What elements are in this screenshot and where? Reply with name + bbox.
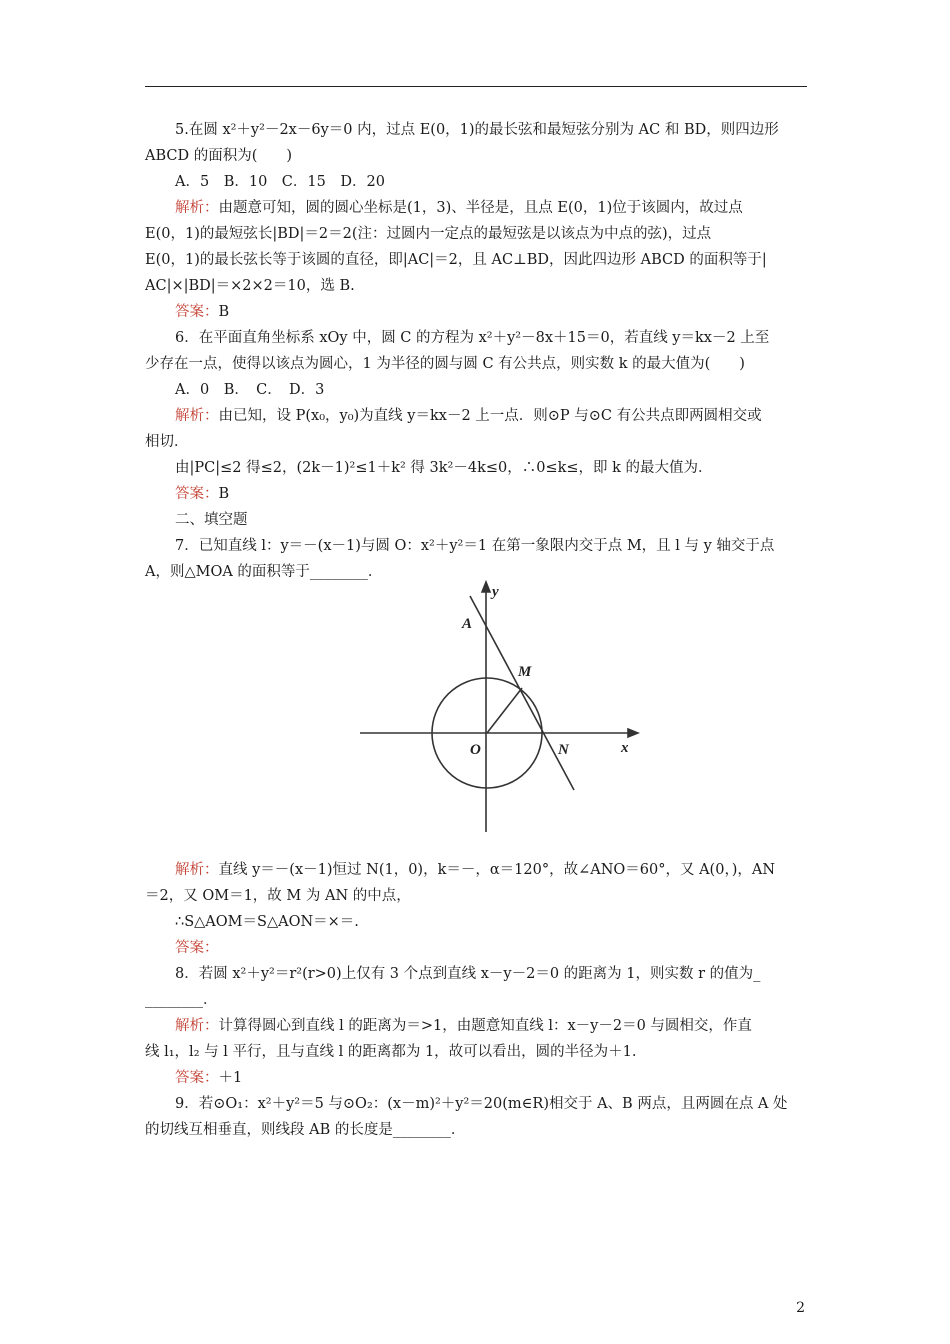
q7-analysis-text1: 直线 y＝－(x－1)恒过 N(1，0)，k＝－，α＝120°，故∠ANO＝60°，又 A(0，)，AN [218,862,776,878]
q5-answer-label: 答案： [175,304,219,320]
q6-options: A．0 B． C． D．3 [175,382,325,398]
q5-answer: B [218,304,230,320]
q5-line2: ABCD 的面积为( ) [145,148,293,164]
y-axis-arrow-icon [482,582,490,592]
q5-line1: 5.在圆 x²＋y²－2x－6y＝0 内，过点 E(0，1)的最长弦和最短弦分别为 AC 和 BD，则四边形 [175,122,779,138]
q8-line1: 8．若圆 x²＋y²＝r²(r>0)上仅有 3 个点到直线 x－y－2＝0 的距离为 1，则实数 r 的值为_ [175,966,761,982]
q6-analysis-label: 解析： [175,408,219,424]
q7-figure [360,580,640,835]
q6-analysis-line1 [175,406,762,426]
q5-analysis-line1 [175,198,743,218]
q6-answer: B [218,486,230,502]
section-heading: 二、填空题 [175,512,248,528]
q5-analysis-line4: AC|×|BD|＝×2×2＝10，选 B. [145,278,355,294]
q8-analysis-line1 [175,1016,752,1036]
q8-answer-label: 答案： [175,1070,219,1086]
q7-analysis-label: 解析： [175,862,219,878]
q5-analysis-line3: E(0，1)的最长弦长等于该圆的直径，即|AC|＝2，且 AC⊥BD，因此四边形 ABCD 的面积等于| [145,252,767,268]
q8-analysis-text1: 计算得圆心到直线 l 的距离为＝>1，由题意知直线 l：x－y－2＝0 与圆相交，作直 [218,1018,752,1034]
q6-answer-line [175,484,229,504]
x-axis-arrow-icon [628,729,638,737]
q8-analysis-label: 解析： [175,1018,219,1034]
q6-answer-label: 答案： [175,486,219,502]
label-o: O [470,742,481,758]
label-m: M [518,664,532,680]
label-x: x [621,740,629,756]
q7-analysis-line2: ＝2，又 OM＝1，故 M 为 AN 的中点， [145,888,411,904]
q6-line2: 少存在一点，使得以该点为圆心，1 为半径的圆与圆 C 有公共点，则实数 k 的最大值为( ) [145,356,745,372]
q6-analysis-text1: 由已知，设 P(x₀，y₀)为直线 y＝kx－2 上一点．则⊙P 与⊙C 有公共点即两圆相交或 [218,408,762,424]
label-y: y [492,584,499,600]
q9-line2: 的切线互相垂直，则线段 AB 的长度是________． [145,1122,466,1138]
q9-line1: 9．若⊙O₁：x²＋y²＝5 与⊙O₂：(x－m)²＋y²＝20(m∈R)相交于 A、B 两点，且两圆在点 A 处 [175,1096,788,1112]
q8-answer: ＋1 [218,1070,243,1086]
q7-line2: A，则△MOA 的面积等于________． [145,564,383,580]
page-number: 2 [796,1300,805,1316]
q5-analysis-text1: 由题意可知，圆的圆心坐标是(1，3)、半径是，且点 E(0，1)位于该圆内，故过点 [218,200,743,216]
label-n: N [558,742,569,758]
q7-line1: 7．已知直线 l：y＝－(x－1)与圆 O：x²＋y²＝1 在第一象限内交于点 M，且 l 与 y 轴交于点 [175,538,775,554]
label-a: A [462,616,473,632]
q7-analysis-line1 [175,860,775,880]
q7-answer-line [175,938,219,958]
q5-options: A．5 B．10 C．15 D．20 [175,174,385,190]
q5-analysis-label: 解析： [175,200,219,216]
q6-analysis-line3: 由|PC|≤2 得≤2，(2k－1)²≤1＋k² 得 3k²－4k≤0，∴0≤k≤，即 k 的最大值为． [175,460,713,476]
q7-answer-label: 答案： [175,940,219,956]
q5-answer-line [175,302,229,322]
q6-analysis-line2: 相切． [145,434,189,450]
q5-analysis-line2: E(0，1)的最短弦长|BD|＝2＝2(注：过圆内一定点的最短弦是以该点为中点的弦)，过点 [145,226,712,242]
header-rule [145,86,807,87]
q8-answer-line [175,1068,242,1088]
q8-analysis-line2: 线 l₁，l₂ 与 l 平行，且与直线 l 的距离都为 1，故可以看出，圆的半径为＋1. [145,1044,637,1060]
q7-analysis-line3: ∴S△AOM＝S△AON＝×＝. [175,914,359,930]
q8-line2: ________． [145,992,218,1008]
q6-line1: 6．在平面直角坐标系 xOy 中，圆 C 的方程为 x²＋y²－8x＋15＝0，若直线 y＝kx－2 上至 [175,330,770,346]
segment-om [487,688,522,733]
